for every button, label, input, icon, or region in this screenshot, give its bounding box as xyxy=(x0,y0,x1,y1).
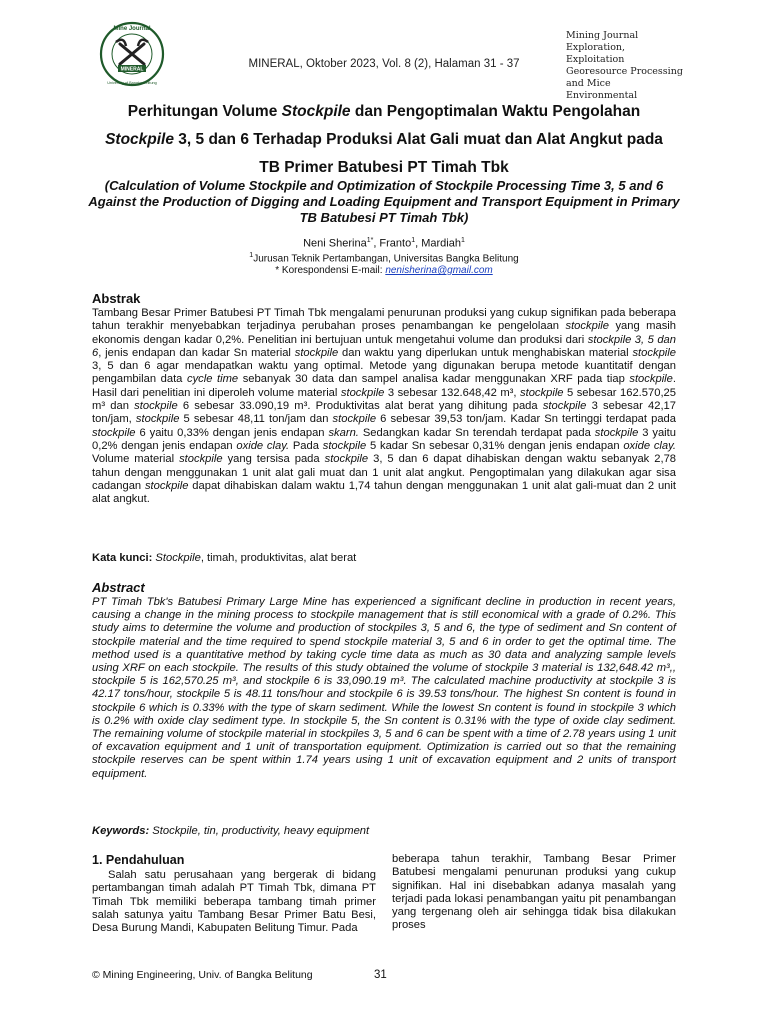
paper-title-english: (Calculation of Volume Stockpile and Optimization of Stockpile Processing Time 3, 5 and 6 Against the Production of Digging and Loading Equipment and Transport Equipment in Primary TB Batubesi PT Timah Tbk) xyxy=(88,178,680,225)
footer-copyright: © Mining Engineering, Univ. of Bangka Belitung xyxy=(92,969,313,981)
intro-heading: 1. Pendahuluan xyxy=(92,853,185,867)
email-link[interactable]: nenisherina@gmail.com xyxy=(385,265,493,276)
page-number: 31 xyxy=(374,969,387,981)
logo-ring-side-text: University of Bangka Belitung xyxy=(107,81,157,85)
journal-scope-box xyxy=(566,30,684,102)
affiliation: $^1$Jurusan Teknik Pertambangan, Universitas Bangka Belitung xyxy=(249,252,519,265)
journal-box-line: Exploration, Exploitation xyxy=(566,42,626,65)
journal-box-line: Mining Journal xyxy=(566,30,639,41)
journal-box-line: and Mice Environmental xyxy=(566,78,638,101)
logo-banner-text: MINERAL xyxy=(120,66,144,73)
intro-column-right: beberapa tahun terakhir, Tambang Besar Primer Batubesi mengalami penurunan produksi yang cukup signifikan. Hal ini disebabkan adanya masalah yang terjadi pada lokasi penambangan yaitu pit penambangan yang tergenang oleh air sehingga tidak bisa dilakukan proses xyxy=(392,853,676,932)
abstract-body: PT Timah Tbk's Batubesi Primary Large Mine has experienced a significant decline in production in recent years, causing a change in the mining process to stockpile management that is still economical with a grade of 0.2%. This study aims to determine the volume and production of stockpiles 3, 5 and 6, the type of sediment and Sn content of stockpile material and the time required to spend stockpile material 3, 5 and 6 in order to get the optimal time. The method used is a quantitative method by taking cycle time data as much as 30 data and analyzing sample levels using XRF on each stockpile. The results of this study obtained the volume of stockpile 3 material is 132,648.42 m³,, stockpile 5 is 162,570.25 m³, and stockpile 6 is 33,090.19 m³. The calculated machine productivity at stockpile 3 is 42.17 tons/hour, stockpile 5 is 48.11 tons/hour and stockpile 6 is 39.53 tons/hour. The highest Sn content is found in stockpile 6 which is 0.33% with the type of skarn sediment. While the lowest Sn content is found in stockpile 3 which is 0.2% with oxide clay sediment type. In stockpile 5, the Sn content is 0.31% with the type of oxide clay sediment. The remaining volume of stockpile material in stockpiles 3, 5 and 6 can be spent with a time of 2.78 years using 1 unit of excavation equipment and 1 unit of transportation equipment. Optimization is carried out so that the remaining stockpile reserves can be spent within 1.74 years using 1 unit of excavation equipment and 2 units of transport equipment. xyxy=(92,596,676,780)
journal-box-line: Georesource Processing xyxy=(566,66,683,77)
journal-info: MINERAL, Oktober 2023, Vol. 8 (2), Halaman 31 - 37 xyxy=(248,58,520,70)
abstrak-heading: Abstrak xyxy=(92,291,141,306)
abstract-heading: Abstract xyxy=(92,580,145,595)
correspondence: * Korespondensi E-mail: nenisherina@gmail.com xyxy=(275,265,493,276)
paper-title: Perhitungan Volume Stockpile dan Pengoptimalan Waktu Pengolahan Stockpile 3, 5 dan 6 Terhadap Produksi Alat Gali muat dan Alat Angkut pada TB Primer Batubesi PT Timah Tbk xyxy=(105,103,663,176)
logo-ring-text: Mine Journal xyxy=(113,26,151,32)
kata-kunci: Kata kunci: Stockpile, timah, produktivitas, alat berat xyxy=(92,552,357,564)
journal-logo xyxy=(96,20,168,88)
keywords: Keywords: Stockpile, tin, productivity, heavy equipment xyxy=(92,825,370,837)
abstrak-body: Tambang Besar Primer Batubesi PT Timah Tbk mengalami penurunan produksi yang cukup signifikan pada beberapa tahun terakhir menyebabkan terjadinya perubahan proses penambangan ke pengelolaan stockpile yang masih ekonomis dengan kadar 0,2%. Penelitian ini bertujuan untuk mengetahui volume dan produksi dari stockpile 3, 5 dan 6, jenis endapan dan kadar Sn material stockpile dan waktu yang diperlukan untuk menghabiskan material stockpile 3, 5 dan 6 agar mendapatkan waktu yang optimal. Metode yang digunakan berupa metode kuantitatif dengan pengambilan data cycle time sebanyak 30 data dan sampel analisa kadar menggunakan XRF pada tiap stockpile. Hasil dari penelitian ini diperoleh volume material stockpile 3 sebesar 132.648,42 m³, stockpile 5 sebesar 162.570,25 m³ dan stockpile 6 sebesar 33.090,19 m³. Produktivitas alat berat yang dihitung pada stockpile 3 sebesar 42,17 ton/jam, stockpile 5 sebesar 48,11 ton/jam dan stockpile 6 sebesar 39,53 ton/jam. Kadar Sn tertinggi terdapat pada stockpile 6 yaitu 0,33% dengan jenis endapan skarn. Sedangkan kadar Sn terendah terdapat pada stockpile 3 yaitu 0,2% dengan jenis endapan oxide clay. Pada stockpile 5 kadar Sn sebesar 0,31% dengan jenis endapan oxide clay. Volume material stockpile yang tersisa pada stockpile 3, 5 dan 6 dapat dihabiskan dengan waktu sebanyak 2,78 tahun dengan menggunakan 1 unit alat gali muat dan 1 unit alat angkut. Pengoptimalan yang dilakukan agar sisa cadangan stockpile dapat dihabiskan dalam waktu 1,74 tahun dengan menggunakan 1 unit alat gali-muat dan 2 unit alat angkut. xyxy=(92,307,677,506)
authors: Neni Sherina$^{1*}$, Franto$^1$, Mardiah$^1$ xyxy=(303,237,465,250)
intro-column-left: Salah satu perusahaan yang bergerak di bidang pertambangan timah adalah PT Timah Tbk, dimana PT Timah Tbk memiliki beberapa tambang timah primer salah satunya yaitu Tambang Besar Primer Batu Besi, Desa Burung Mandi, Kabupaten Belitung Timur. Pada xyxy=(92,869,376,935)
